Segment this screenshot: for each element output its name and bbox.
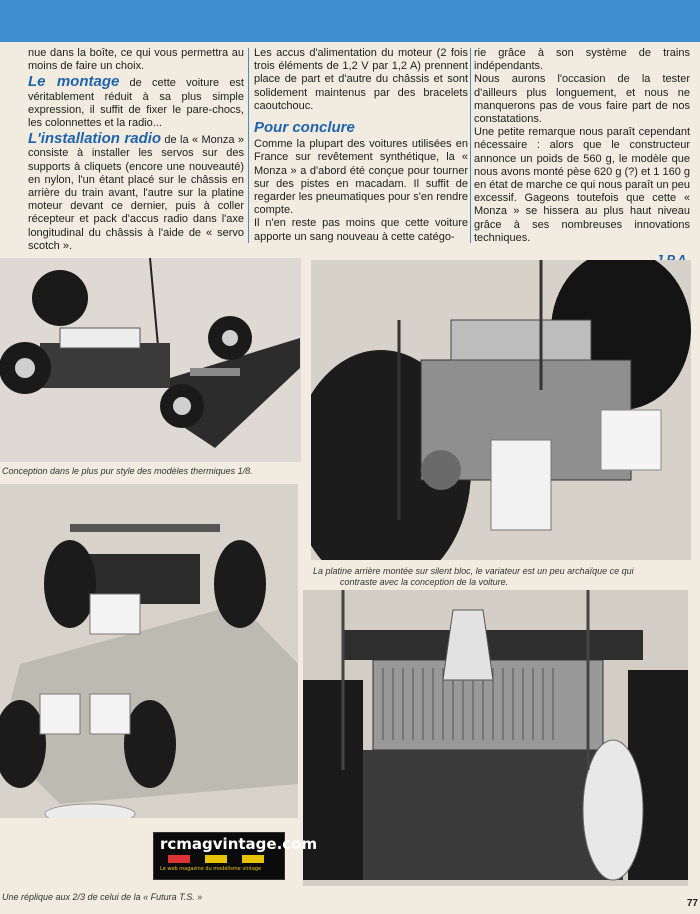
column-divider [248, 48, 249, 243]
section-heading-montage: Le montage [28, 73, 120, 91]
chassis-front-photo [0, 484, 298, 818]
section-heading-radio: L'installation radio [28, 130, 162, 148]
photo-caption: Une réplique aux 2/3 de celui de la « Futura T.S. » [2, 892, 203, 902]
paragraph: Il n'en reste pas moins que cette voiture apporte un sang nouveau à cette catégo- [254, 217, 468, 243]
paragraph-text: de la « Monza » consiste à installer les servos sur des supports à cliquets (encore une nouveauté) en nylon, l'un étant placé sur le châssis en arrière du train avant, l'autre sur la platine moteur devant ce dernier, puis à coller récepteur et pack d'accus radio dans l'axe longitudinal du châssis à l'aide de « servo scotch ». [28, 134, 244, 252]
logo-title: rcmagvintage.com [160, 835, 318, 853]
logo-cars-icon [160, 853, 278, 865]
page-number: 77 [686, 898, 698, 909]
paragraph: Comme la plupart des voitures utilisées en France sur revêtement synthétique, la « Monza » a d'abord été conçue pour tourner sur des pistes en macadam. Il suffit de regarder les pneumatiques pour s'en rendre compte. [254, 138, 468, 217]
rcmagvintage-logo [153, 832, 318, 880]
column-divider [470, 48, 471, 243]
rear-variator-photo [303, 590, 688, 886]
car-side-photo [0, 258, 301, 462]
paragraph [28, 132, 244, 253]
photo-caption: Conception dans le plus pur style des modèles thermiques 1/8. [2, 466, 253, 476]
text-column-1 [28, 47, 244, 253]
paragraph: Une petite remarque nous paraît cependant nécessaire : alors que le constructeur annonce un poids de 560 g, le modèle que nous avons monté pèse 620 g (?) et 1 160 g en état de marche ce qui nous paraît un peu excessif. Gageons toutefois que cette « Monza » se hissera au plus haut niveau grâce à ses nombreuses innovations techniques. [474, 126, 690, 244]
car-side-illustration [0, 258, 301, 462]
photo-caption: La platine arrière montée sur silent bloc, le variateur est un peu archaïque ce qui [313, 566, 634, 576]
logo-subtitle: Le web magazine du modélisme vintage [160, 866, 262, 872]
paragraph: Nous aurons l'occasion de la tester d'ailleurs plus longuement, et nous ne manquerons pas de vous faire part de nos constatations. [474, 73, 690, 126]
paragraph [28, 75, 244, 130]
top-color-band [0, 0, 700, 42]
chassis-illustration [0, 484, 298, 818]
motor-closeup-photo [311, 260, 691, 560]
photo-caption: contraste avec la conception de la voiture. [340, 577, 509, 587]
text-column-2 [254, 47, 468, 244]
paragraph: rie grâce à son système de trains indépendants. [474, 47, 690, 73]
motor-illustration [311, 260, 691, 560]
paragraph: Les accus d'alimentation du moteur (2 fois trois éléments de 1,2 V par 1,2 A) prennent place de part et d'autre du châssis et sont solidement maintenus par des bracelets caoutchouc. [254, 47, 468, 112]
text-column-3 [474, 47, 690, 266]
paragraph-text: de cette voiture est véritablement réduit à sa plus simple expression, il suffit de fixer le pare-chocs, les colonnettes et la radio... [28, 77, 244, 130]
rear-illustration [303, 590, 688, 886]
section-heading-conclusion: Pour conclure [254, 119, 355, 137]
paragraph: nue dans la boîte, ce qui vous permettra au moins de faire un choix. [28, 47, 244, 73]
